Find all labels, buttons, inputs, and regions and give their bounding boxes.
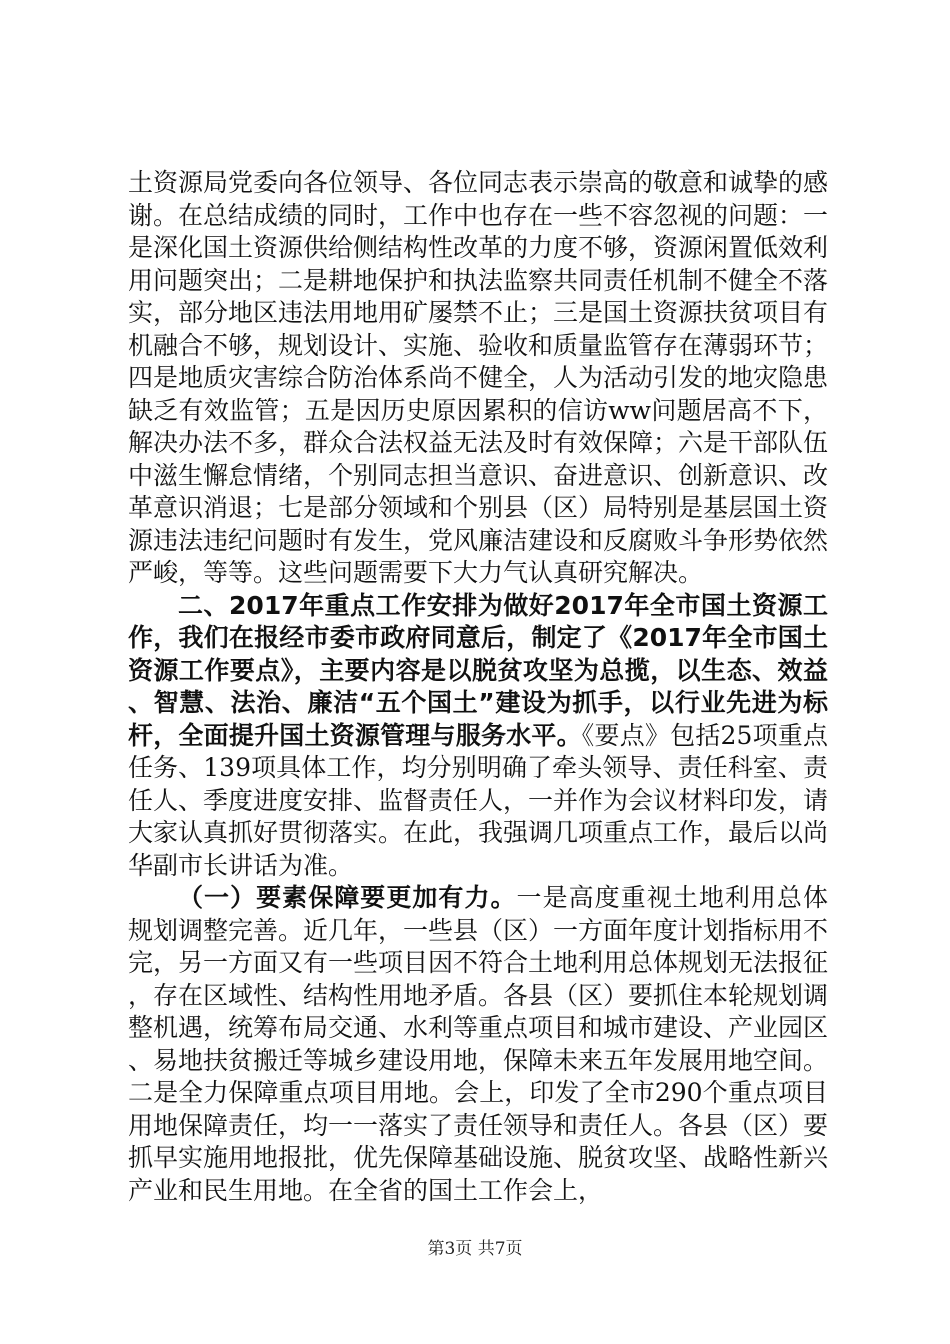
page-number-footer: 第3页 共7页 <box>427 1239 523 1259</box>
document-body <box>128 167 828 1207</box>
subsection-heading-factor-guarantee: （一）要素保障要更加有力。 <box>178 883 517 912</box>
paragraph-factor-guarantee <box>128 882 828 1207</box>
paragraph-key-work-body: 《要点》包括25项重点任务、139项具体工作，均分别明确了牵头领导、责任科室、责任人、季度进度安排、监督责任人，一并作为会议材料印发，请大家认真抓好贯彻落实。在此，我强调几项重点工作，最后以尚华副市长讲话为准。 <box>128 720 829 880</box>
paragraph-factor-guarantee-body: 一是高度重视土地利用总体规划调整完善。近几年，一些县（区）一方面年度计划指标用不完，另一方面又有一些项目因不符合土地利用总体规划无法报征，存在区域性、结构性用地矛盾。各县（区）要抓住本轮规划调整机遇，统筹布局交通、水利等重点项目和城市建设、产业园区、易地扶贫搬迁等城乡建设用地，保障未来五年发展用地空间。二是全力保障重点项目用地。会上，印发了全市290个重点项目用地保障责任，均一一落实了责任领导和责任人。各县（区）要抓早实施用地报批，优先保障基础设施、脱贫攻坚、战略性新兴产业和民生用地。在全省的国土工作会上， <box>128 883 829 1205</box>
section-heading-key-work: 二、2017年重点工作安排为做好2017年全市国土资源工作，我们在报经市委市政府同意后，制定了《2017年全市国土资源工作要点》，主要内容是以脱贫攻坚为总揽，以生态、效益、智慧、法治、廉洁“五个国土”建设为抓手，以行业先进为标杆，全面提升国土资源管理与服务水平。 <box>128 590 828 750</box>
paragraph-issues: 土资源局党委向各位领导、各位同志表示崇高的敬意和诚挚的感谢。在总结成绩的同时，工作中也存在一些不容忽视的问题：一是深化国土资源供给侧结构性改革的力度不够，资源闲置低效利用问题突出；二是耕地保护和执法监察共同责任机制不健全不落实，部分地区违法用地用矿屡禁不止；三是国土资源扶贫项目有机融合不够，规划设计、实施、验收和质量监管存在薄弱环节；四是地质灾害综合防治体系尚不健全，人为活动引发的地灾隐患缺乏有效监管；五是因历史原因累积的信访ww问题居高不下，解决办法不多，群众合法权益无法及时有效保障；六是干部队伍中滋生懈怠情绪，个别同志担当意识、奋进意识、创新意识、改革意识消退；七是部分领域和个别县（区）局特别是基层国土资源违法违纪问题时有发生，党风廉洁建设和反腐败斗争形势依然严峻，等等。这些问题需要下大力气认真研究解决。 <box>128 168 829 587</box>
paragraph-key-work-2017 <box>128 590 828 883</box>
